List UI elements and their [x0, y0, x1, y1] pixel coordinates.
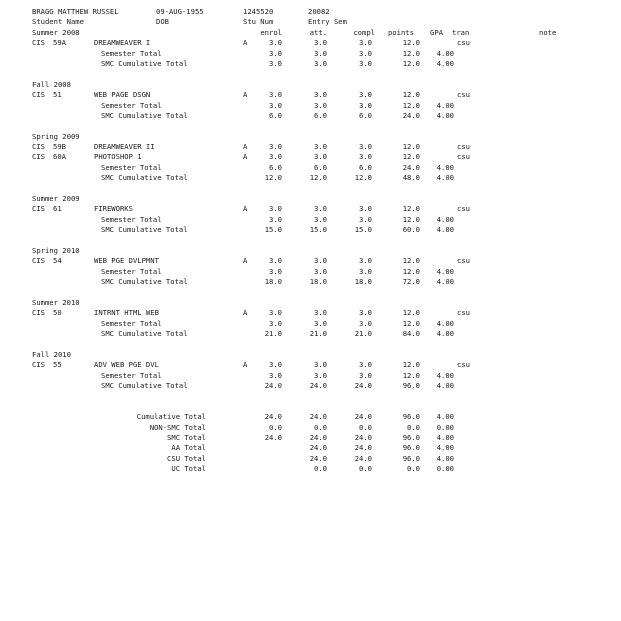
course-row [0, 90, 621, 100]
term-name: Summer 2008 [32, 27, 80, 37]
course-number: 59B [53, 142, 66, 152]
course-grade: A [243, 204, 248, 214]
summary-total-points: 96.0 [402, 433, 420, 443]
smc-cumulative-total-enrol: 12.0 [264, 173, 282, 183]
semester-total-row [0, 215, 621, 225]
summary-total-att: 24.0 [309, 412, 327, 422]
course-row [0, 204, 621, 214]
course-dept: CIS [32, 152, 45, 162]
smc-cumulative-total-row [0, 173, 621, 183]
column-header-enrol: enrol [260, 27, 282, 37]
summary-total-gpa: 0.00 [436, 464, 454, 474]
summary-total-compl: 24.0 [354, 433, 372, 443]
semester-total-enrol: 3.0 [269, 370, 282, 380]
smc-cumulative-total-row [0, 225, 621, 235]
semester-total-row [0, 163, 621, 173]
smc-cumulative-total-compl: 15.0 [354, 225, 372, 235]
course-enrol: 3.0 [269, 308, 282, 318]
summary-total-row [0, 454, 621, 464]
course-dept: CIS [32, 90, 45, 100]
semester-total-gpa: 4.00 [436, 48, 454, 58]
course-att: 3.0 [314, 38, 327, 48]
course-compl: 3.0 [359, 90, 372, 100]
summary-total-compl: 0.0 [359, 464, 372, 474]
smc-cumulative-total-points: 96.0 [402, 381, 420, 391]
course-att: 3.0 [314, 204, 327, 214]
smc-cumulative-total-enrol: 6.0 [269, 110, 282, 120]
semester-total-row [0, 371, 621, 381]
course-compl: 3.0 [359, 308, 372, 318]
semester-total-gpa: 4.00 [436, 162, 454, 172]
spacer-row [0, 340, 621, 350]
spacer-row [0, 391, 621, 401]
course-number: 55 [53, 360, 62, 370]
term-header-row [0, 194, 621, 204]
transcript-body [0, 28, 621, 475]
semester-total-compl: 3.0 [359, 214, 372, 224]
smc-cumulative-total-label: SMC Cumulative Total [101, 110, 188, 120]
course-dept: CIS [32, 308, 45, 318]
course-row [0, 256, 621, 266]
spacer-row [0, 236, 621, 246]
summary-total-label: Cumulative Total [136, 412, 206, 422]
course-grade: A [243, 308, 248, 318]
header-values-row [0, 7, 621, 17]
course-points: 12.0 [402, 90, 420, 100]
summary-total-points: 0.0 [407, 464, 420, 474]
smc-cumulative-total-label: SMC Cumulative Total [101, 173, 188, 183]
term-name: Spring 2010 [32, 245, 80, 255]
course-title: PHOTOSHOP 1 [94, 152, 142, 162]
smc-cumulative-total-gpa: 4.00 [436, 277, 454, 287]
course-points: 12.0 [402, 204, 420, 214]
course-tran: csu [457, 90, 470, 100]
smc-cumulative-total-enrol: 15.0 [264, 225, 282, 235]
course-number: 59A [53, 38, 66, 48]
smc-cumulative-total-row [0, 111, 621, 121]
semester-total-compl: 3.0 [359, 100, 372, 110]
course-enrol: 3.0 [269, 360, 282, 370]
course-grade: A [243, 256, 248, 266]
summary-total-label: CSU Total [167, 453, 206, 463]
course-compl: 3.0 [359, 256, 372, 266]
column-header-note: note [539, 27, 557, 37]
course-row [0, 152, 621, 162]
smc-cumulative-total-compl: 24.0 [354, 381, 372, 391]
smc-cumulative-total-enrol: 24.0 [264, 381, 282, 391]
course-att: 3.0 [314, 308, 327, 318]
student-name-value: BRAGG MATTHEW RUSSEL [32, 7, 119, 16]
summary-total-row [0, 412, 621, 422]
summary-total-points: 96.0 [402, 412, 420, 422]
summary-total-compl: 24.0 [354, 443, 372, 453]
term-header-row [0, 350, 621, 360]
course-enrol: 3.0 [269, 204, 282, 214]
summary-total-row [0, 423, 621, 433]
course-points: 12.0 [402, 360, 420, 370]
dob-label: DOB [156, 17, 169, 27]
entry-sem-label: Entry Sem [308, 17, 347, 27]
course-title: WEB PAGE DSGN [94, 90, 151, 100]
smc-cumulative-total-enrol: 21.0 [264, 329, 282, 339]
smc-cumulative-total-compl: 6.0 [359, 110, 372, 120]
semester-total-enrol: 3.0 [269, 100, 282, 110]
summary-total-att: 0.0 [314, 464, 327, 474]
course-grade: A [243, 360, 248, 370]
smc-cumulative-total-points: 72.0 [402, 277, 420, 287]
smc-cumulative-total-row [0, 277, 621, 287]
course-row [0, 142, 621, 152]
course-compl: 3.0 [359, 360, 372, 370]
semester-total-enrol: 3.0 [269, 48, 282, 58]
course-points: 12.0 [402, 142, 420, 152]
semester-total-points: 12.0 [402, 48, 420, 58]
course-att: 3.0 [314, 142, 327, 152]
smc-cumulative-total-compl: 18.0 [354, 277, 372, 287]
course-dept: CIS [32, 360, 45, 370]
semester-total-att: 3.0 [314, 370, 327, 380]
semester-total-points: 12.0 [402, 100, 420, 110]
course-row [0, 308, 621, 318]
smc-cumulative-total-points: 84.0 [402, 329, 420, 339]
course-enrol: 3.0 [269, 38, 282, 48]
semester-total-gpa: 4.00 [436, 100, 454, 110]
summary-total-compl: 24.0 [354, 412, 372, 422]
smc-cumulative-total-compl: 12.0 [354, 173, 372, 183]
smc-cumulative-total-points: 12.0 [402, 58, 420, 68]
summary-total-enrol: 24.0 [264, 412, 282, 422]
course-grade: A [243, 38, 248, 48]
term-name: Summer 2009 [32, 194, 80, 204]
stu-num-value: 1245520 [243, 7, 274, 16]
semester-total-label: Semester Total [101, 162, 162, 172]
smc-cumulative-total-att: 15.0 [309, 225, 327, 235]
smc-cumulative-total-row [0, 59, 621, 69]
smc-cumulative-total-gpa: 4.00 [436, 110, 454, 120]
course-number: 51 [53, 90, 62, 100]
term-name: Spring 2009 [32, 131, 80, 141]
spacer-row [0, 288, 621, 298]
course-row [0, 38, 621, 48]
entry-sem-value: 20082 [308, 7, 330, 16]
column-header-points: points [388, 27, 414, 37]
term-name: Summer 2010 [32, 297, 80, 307]
column-header-gpa: GPA [430, 27, 443, 37]
course-title: DREAMWEAVER II [94, 142, 155, 152]
summary-total-enrol: 24.0 [264, 433, 282, 443]
summary-total-label: UC Total [171, 464, 206, 474]
smc-cumulative-total-enrol: 18.0 [264, 277, 282, 287]
course-tran: csu [457, 256, 470, 266]
course-att: 3.0 [314, 360, 327, 370]
course-dept: CIS [32, 38, 45, 48]
course-tran: csu [457, 308, 470, 318]
summary-total-att: 0.0 [314, 422, 327, 432]
summary-total-points: 96.0 [402, 443, 420, 453]
course-compl: 3.0 [359, 204, 372, 214]
smc-cumulative-total-att: 24.0 [309, 381, 327, 391]
course-title: DREAMWEAVER I [94, 38, 151, 48]
course-points: 12.0 [402, 256, 420, 266]
course-dept: CIS [32, 204, 45, 214]
course-enrol: 3.0 [269, 142, 282, 152]
smc-cumulative-total-label: SMC Cumulative Total [101, 329, 188, 339]
semester-total-att: 3.0 [314, 318, 327, 328]
smc-cumulative-total-gpa: 4.00 [436, 225, 454, 235]
course-att: 3.0 [314, 90, 327, 100]
summary-total-row [0, 433, 621, 443]
smc-cumulative-total-gpa: 4.00 [436, 381, 454, 391]
column-header-att: att. [309, 27, 327, 37]
semester-total-enrol: 6.0 [269, 162, 282, 172]
student-name-label: Student Name [32, 17, 84, 27]
semester-total-compl: 3.0 [359, 370, 372, 380]
semester-total-points: 12.0 [402, 214, 420, 224]
summary-total-points: 0.0 [407, 422, 420, 432]
course-enrol: 3.0 [269, 152, 282, 162]
semester-total-att: 3.0 [314, 266, 327, 276]
semester-total-label: Semester Total [101, 370, 162, 380]
course-compl: 3.0 [359, 142, 372, 152]
term-header-row [0, 132, 621, 142]
header-labels-row [0, 17, 621, 27]
semester-total-points: 12.0 [402, 266, 420, 276]
summary-total-gpa: 4.00 [436, 412, 454, 422]
course-grade: A [243, 90, 248, 100]
smc-cumulative-total-gpa: 4.00 [436, 58, 454, 68]
course-compl: 3.0 [359, 38, 372, 48]
course-dept: CIS [32, 256, 45, 266]
term-header-row [0, 28, 621, 38]
semester-total-compl: 3.0 [359, 266, 372, 276]
smc-cumulative-total-att: 3.0 [314, 58, 327, 68]
course-tran: csu [457, 152, 470, 162]
term-name: Fall 2010 [32, 349, 71, 359]
semester-total-points: 12.0 [402, 318, 420, 328]
semester-total-compl: 3.0 [359, 318, 372, 328]
column-header-compl: compl [353, 27, 375, 37]
course-tran: csu [457, 204, 470, 214]
summary-total-points: 96.0 [402, 453, 420, 463]
semester-total-points: 12.0 [402, 370, 420, 380]
semester-total-label: Semester Total [101, 214, 162, 224]
summary-total-gpa: 4.00 [436, 453, 454, 463]
smc-cumulative-total-enrol: 3.0 [269, 58, 282, 68]
spacer-row [0, 184, 621, 194]
course-points: 12.0 [402, 308, 420, 318]
semester-total-compl: 6.0 [359, 162, 372, 172]
semester-total-enrol: 3.0 [269, 318, 282, 328]
semester-total-gpa: 4.00 [436, 266, 454, 276]
smc-cumulative-total-compl: 21.0 [354, 329, 372, 339]
course-dept: CIS [32, 142, 45, 152]
semester-total-enrol: 3.0 [269, 266, 282, 276]
spacer-row [0, 121, 621, 131]
course-title: INTRNT HTML WEB [94, 308, 159, 318]
course-tran: csu [457, 360, 470, 370]
semester-total-label: Semester Total [101, 318, 162, 328]
summary-total-label: NON-SMC Total [149, 422, 206, 432]
summary-total-compl: 24.0 [354, 453, 372, 463]
term-header-row [0, 298, 621, 308]
smc-cumulative-total-att: 6.0 [314, 110, 327, 120]
semester-total-points: 24.0 [402, 162, 420, 172]
course-number: 50 [53, 308, 62, 318]
smc-cumulative-total-label: SMC Cumulative Total [101, 381, 188, 391]
smc-cumulative-total-points: 60.0 [402, 225, 420, 235]
spacer-row [0, 69, 621, 79]
semester-total-row [0, 101, 621, 111]
smc-cumulative-total-att: 21.0 [309, 329, 327, 339]
smc-cumulative-total-label: SMC Cumulative Total [101, 225, 188, 235]
summary-total-label: SMC Total [167, 433, 206, 443]
smc-cumulative-total-gpa: 4.00 [436, 173, 454, 183]
smc-cumulative-total-label: SMC Cumulative Total [101, 277, 188, 287]
course-points: 12.0 [402, 152, 420, 162]
summary-total-att: 24.0 [309, 443, 327, 453]
semester-total-compl: 3.0 [359, 48, 372, 58]
course-tran: csu [457, 142, 470, 152]
spacer-row [0, 402, 621, 412]
course-enrol: 3.0 [269, 256, 282, 266]
semester-total-row [0, 267, 621, 277]
semester-total-label: Semester Total [101, 100, 162, 110]
semester-total-att: 3.0 [314, 100, 327, 110]
smc-cumulative-total-att: 12.0 [309, 173, 327, 183]
course-number: 54 [53, 256, 62, 266]
course-compl: 3.0 [359, 152, 372, 162]
semester-total-enrol: 3.0 [269, 214, 282, 224]
course-att: 3.0 [314, 152, 327, 162]
semester-total-att: 6.0 [314, 162, 327, 172]
semester-total-gpa: 4.00 [436, 318, 454, 328]
summary-total-gpa: 4.00 [436, 443, 454, 453]
summary-total-enrol: 0.0 [269, 422, 282, 432]
semester-total-att: 3.0 [314, 214, 327, 224]
smc-cumulative-total-att: 18.0 [309, 277, 327, 287]
smc-cumulative-total-row [0, 381, 621, 391]
course-grade: A [243, 152, 248, 162]
course-row [0, 360, 621, 370]
course-title: ADV WEB PGE DVL [94, 360, 159, 370]
summary-total-att: 24.0 [309, 433, 327, 443]
smc-cumulative-total-compl: 3.0 [359, 58, 372, 68]
summary-total-gpa: 4.00 [436, 433, 454, 443]
course-title: FIREWORKS [94, 204, 133, 214]
smc-cumulative-total-label: SMC Cumulative Total [101, 58, 188, 68]
summary-total-row [0, 443, 621, 453]
course-enrol: 3.0 [269, 90, 282, 100]
term-header-row [0, 246, 621, 256]
course-number: 61 [53, 204, 62, 214]
course-number: 60A [53, 152, 66, 162]
semester-total-gpa: 4.00 [436, 370, 454, 380]
semester-total-label: Semester Total [101, 48, 162, 58]
course-grade: A [243, 142, 248, 152]
summary-total-compl: 0.0 [359, 422, 372, 432]
term-header-row [0, 80, 621, 90]
term-name: Fall 2008 [32, 79, 71, 89]
course-title: WEB PGE DVLPMNT [94, 256, 159, 266]
summary-total-gpa: 0.00 [436, 422, 454, 432]
course-tran: csu [457, 38, 470, 48]
summary-total-label: AA Total [171, 443, 206, 453]
summary-total-att: 24.0 [309, 453, 327, 463]
column-header-tran: tran [452, 27, 470, 37]
semester-total-row [0, 49, 621, 59]
stu-num-label: Stu Num [243, 17, 274, 27]
semester-total-gpa: 4.00 [436, 214, 454, 224]
semester-total-label: Semester Total [101, 266, 162, 276]
smc-cumulative-total-gpa: 4.00 [436, 329, 454, 339]
smc-cumulative-total-points: 48.0 [402, 173, 420, 183]
smc-cumulative-total-row [0, 329, 621, 339]
summary-total-row [0, 464, 621, 474]
dob-value: 09-AUG-1955 [156, 7, 204, 16]
smc-cumulative-total-points: 24.0 [402, 110, 420, 120]
semester-total-att: 3.0 [314, 48, 327, 58]
semester-total-row [0, 319, 621, 329]
course-points: 12.0 [402, 38, 420, 48]
course-att: 3.0 [314, 256, 327, 266]
